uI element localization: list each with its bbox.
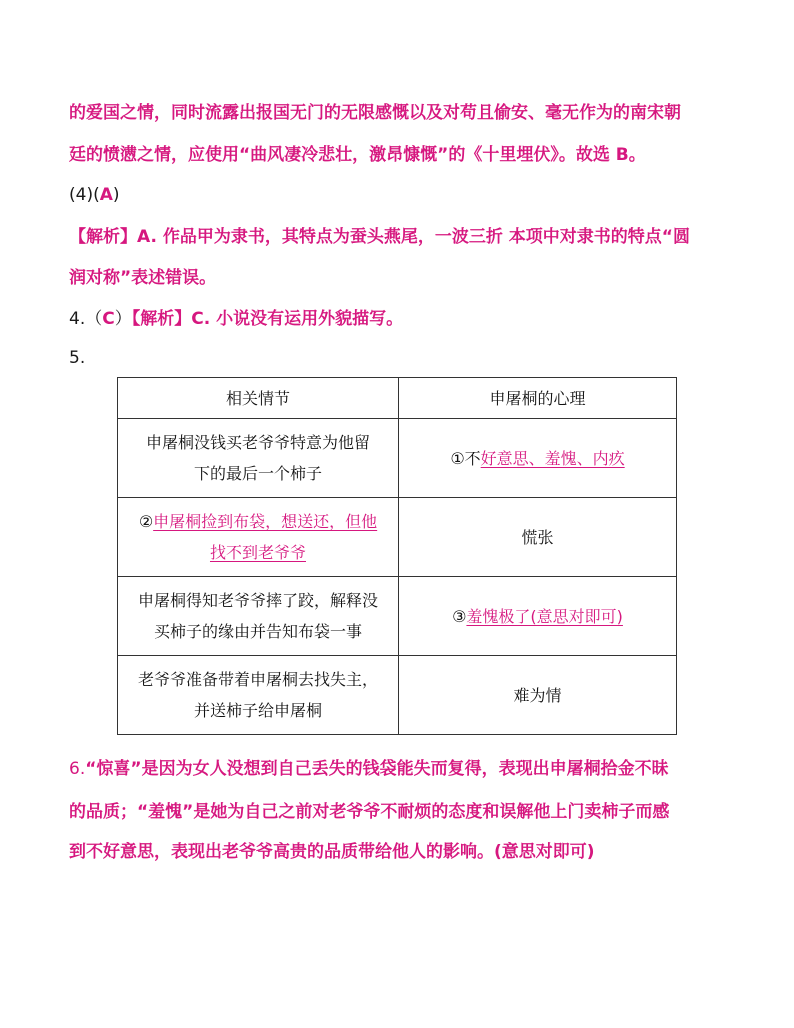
psychology-answer: 羞愧极了(意思对即可) xyxy=(466,606,623,626)
plot-answer: 申屠桐捡到布袋，想送还，但他 xyxy=(153,512,378,531)
question-4-analysis: 【解析】C. 小说没有运用外貌描写。 xyxy=(131,309,404,329)
question-4-answer xyxy=(69,307,403,331)
plot-cell xyxy=(118,419,399,498)
plot-prefix: ② xyxy=(138,512,154,531)
question-4-sub-answer xyxy=(69,183,120,207)
plot-line: 买柿子的缘由并告知布袋一事 xyxy=(153,622,362,641)
question-6-line-1 xyxy=(69,757,669,781)
question-4-close: ） xyxy=(114,309,132,329)
psychology-cell xyxy=(399,419,677,498)
sub-question-number: (4)( xyxy=(69,185,100,205)
psychology-cell xyxy=(399,577,677,656)
plot-line xyxy=(126,506,390,537)
psychology-answer: 好意思、羞愧、内疚 xyxy=(480,448,625,468)
answer-line-1: 的爱国之情，同时流露出报国无门的无限感慨以及对苟且偷安、毫无作为的南宋朝 xyxy=(69,103,681,123)
plot-cell xyxy=(118,498,399,577)
sub-question-close: ) xyxy=(112,185,120,205)
psychology-prefix: ③ xyxy=(452,606,467,626)
table-row xyxy=(118,498,677,577)
header-plot: 相关情节 xyxy=(118,378,399,419)
psychology-prefix: ①不 xyxy=(450,448,481,468)
question-6-text: “惊喜”是因为女人没想到自己丢失的钱袋能失而复得，表现出申屠桐拾金不昧 xyxy=(85,759,669,779)
plot-line: 老爷爷准备带着申屠桐去找失主， xyxy=(137,670,378,689)
plot-answer: 找不到老爷爷 xyxy=(209,543,306,562)
plot-line xyxy=(126,537,390,568)
analysis-line-1: 【解析】A. 作品甲为隶书，其特点为蚕头燕尾，一波三折 本项中对隶书的特点“圆 xyxy=(69,227,690,247)
plot-line: 下的最后一个柿子 xyxy=(193,464,322,483)
plot-cell xyxy=(118,577,399,656)
table-row xyxy=(118,577,677,656)
question-4-number: 4.（ xyxy=(69,309,103,329)
plot-cell xyxy=(118,656,399,735)
psychology-table xyxy=(117,377,677,735)
question-6-line-3: 到不好意思，表现出老爷爷高贵的品质带给他人的影响。(意思对即可) xyxy=(69,842,595,862)
table-row xyxy=(118,656,677,735)
plot-line: 申屠桐得知老爷爷摔了跤，解释没 xyxy=(137,591,378,610)
question-4-letter: C xyxy=(102,309,115,329)
plot-line: 申屠桐没钱买老爷爷特意为他留 xyxy=(145,433,370,452)
question-6-line-2: 的品质；“羞愧”是她为自己之前对老爷爷不耐烦的态度和误解他上门卖柿子而感 xyxy=(69,802,670,822)
question-6-number: 6. xyxy=(69,759,86,779)
table-row xyxy=(118,419,677,498)
psychology-cell: 慌张 xyxy=(399,498,677,577)
question-5-number: 5. xyxy=(69,348,86,368)
table-header-row xyxy=(118,378,677,419)
sub-answer-letter: A xyxy=(99,185,113,205)
header-psychology: 申屠桐的心理 xyxy=(399,378,677,419)
plot-line: 并送柿子给申屠桐 xyxy=(193,701,322,720)
analysis-line-2: 润对称”表述错误。 xyxy=(69,268,217,288)
psychology-cell: 难为情 xyxy=(399,656,677,735)
answer-line-2: 廷的愤懑之情，应使用“曲风凄冷悲壮，激昂慷慨”的《十里埋伏》。故选 B。 xyxy=(69,145,646,165)
